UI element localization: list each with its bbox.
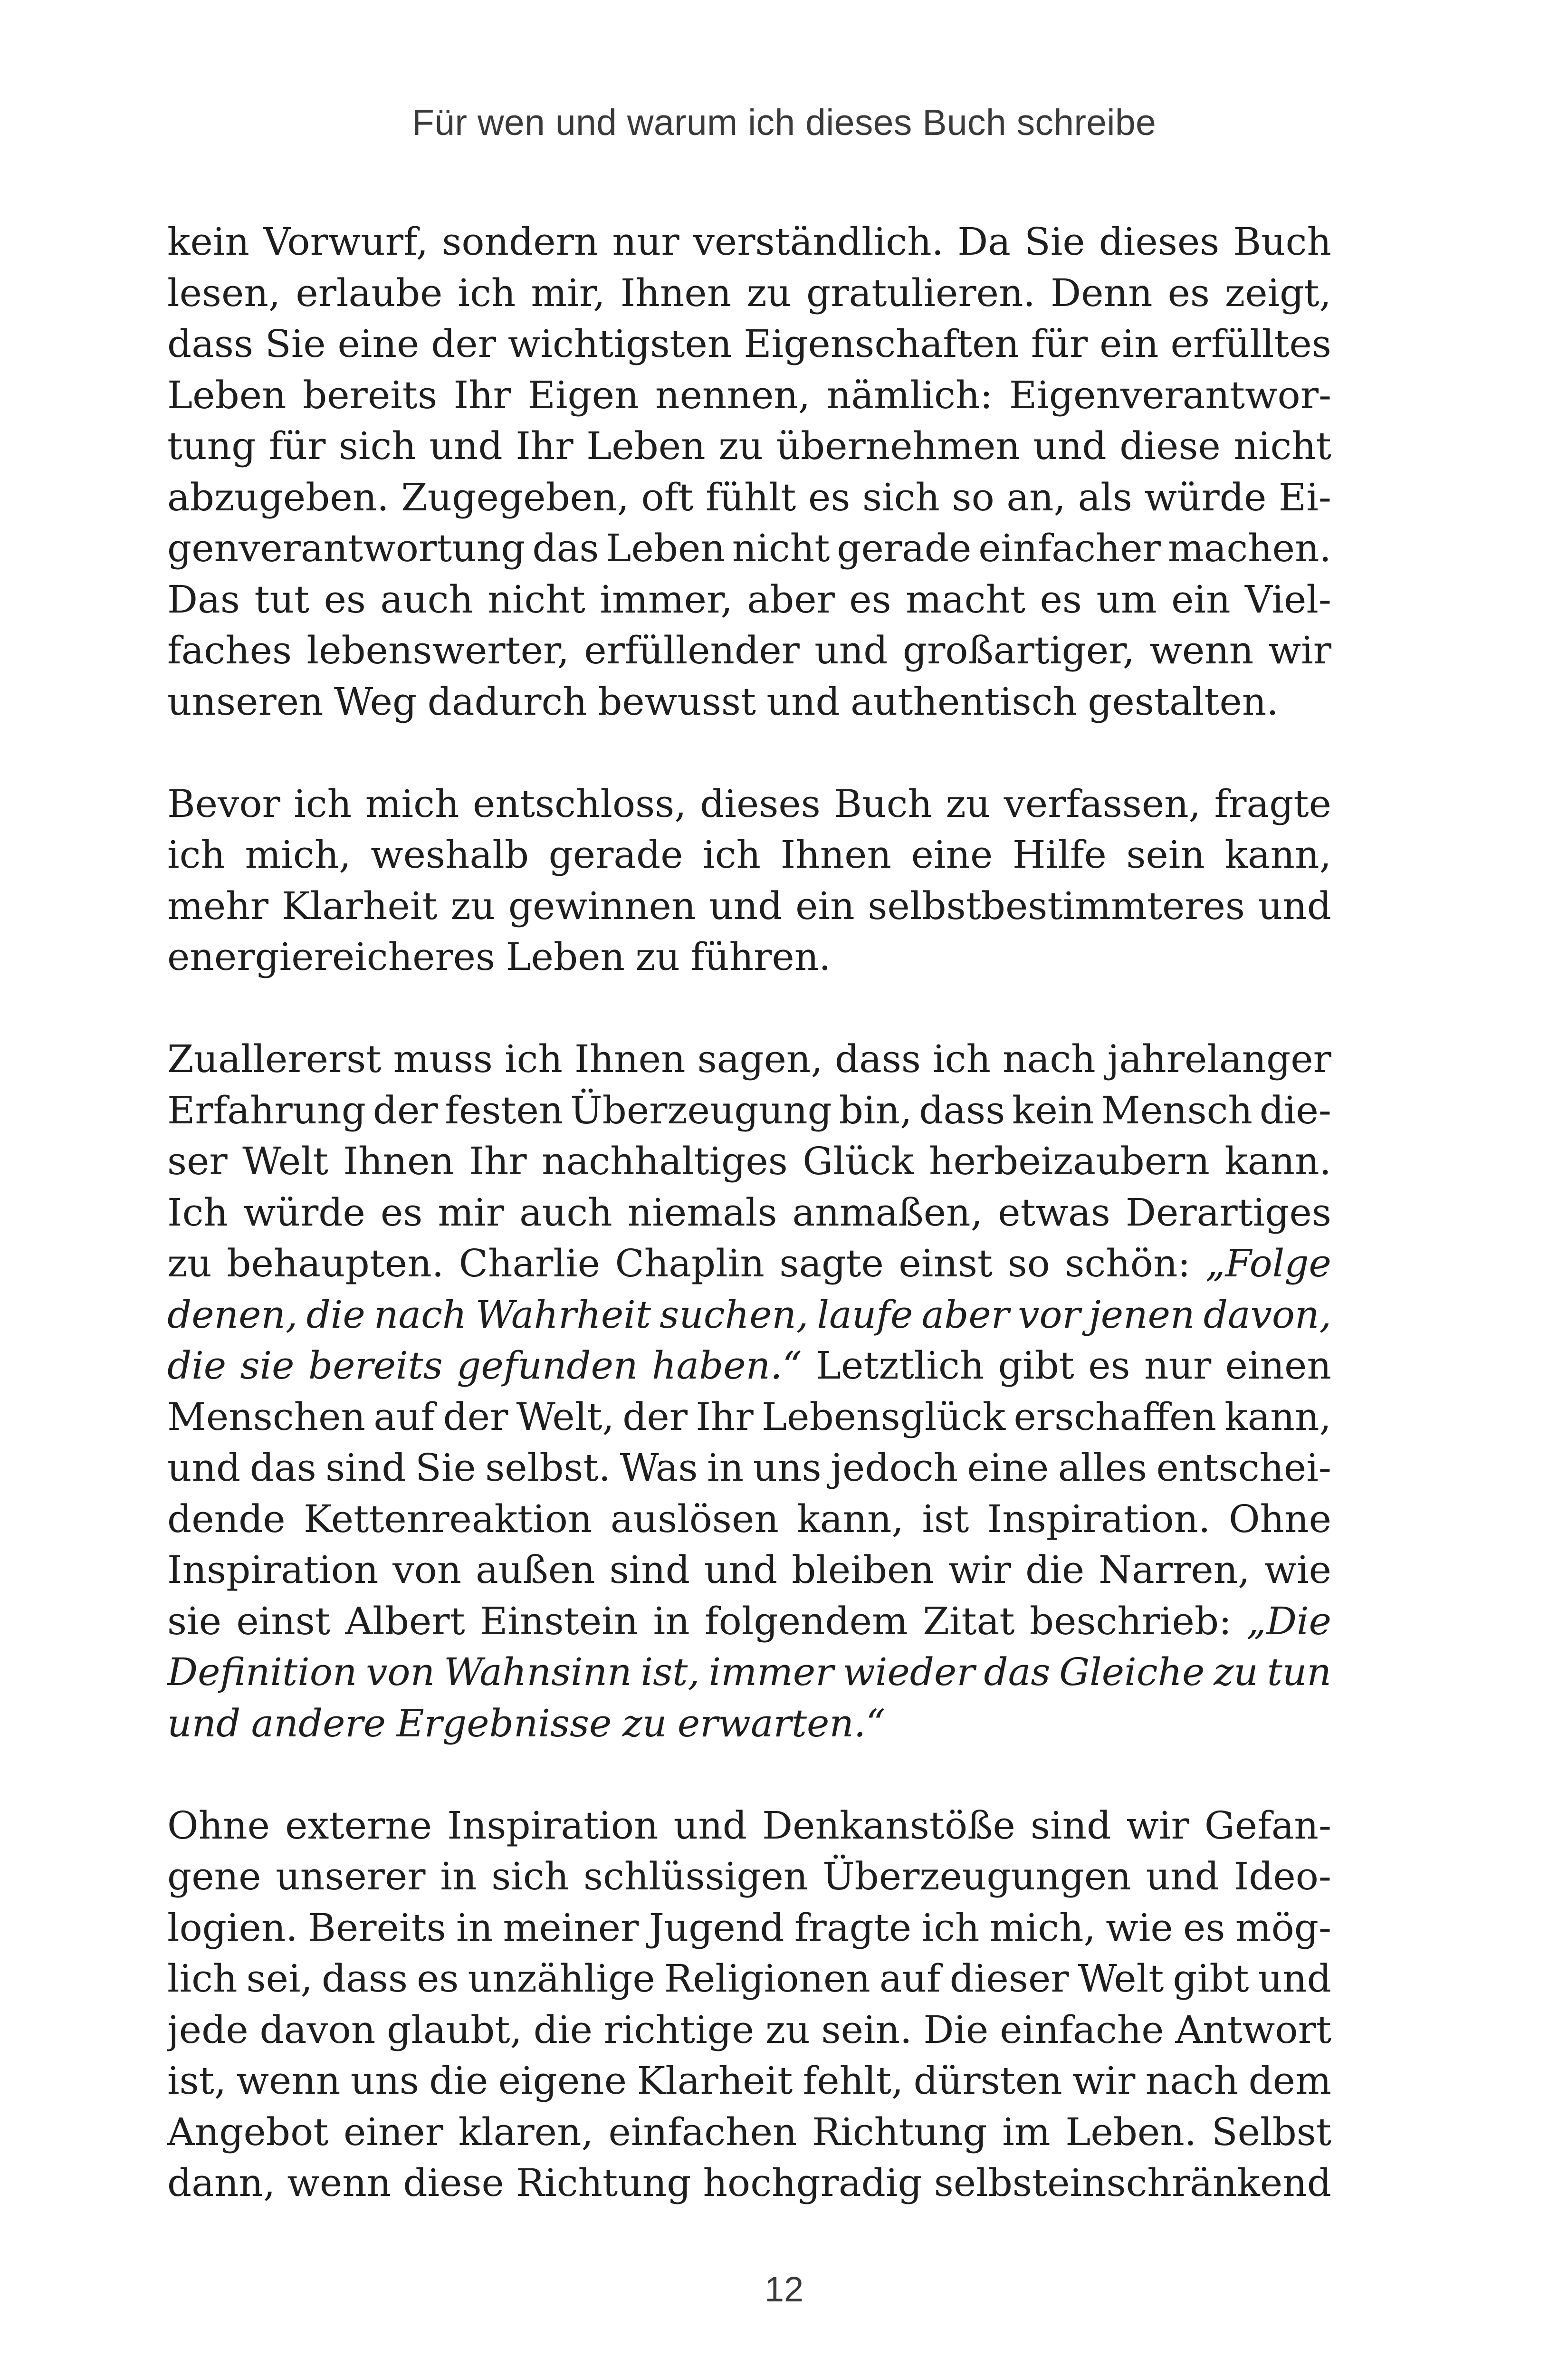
page-number: 12 — [764, 2270, 804, 2309]
text-line: dann, wenn diese Richtung hochgradig selbsteinschränkend — [167, 2161, 1331, 2205]
text-line-mixed: zu behaupten. Charlie Chaplin sagte einst so schön: „Folge — [167, 1241, 1331, 1285]
text-line: gene unserer in sich schlüssigen Überzeugungen und Ideo- — [167, 1854, 1331, 1898]
paragraph — [167, 216, 1331, 727]
quote-line: und andere Ergebnisse zu erwarten.“ — [167, 1701, 886, 1745]
text-line: genverantwortung das Leben nicht gerade einfacher machen. — [167, 526, 1331, 570]
text-line: Menschen auf der Welt, der Ihr Lebensglück erschaffen kann, — [167, 1394, 1331, 1439]
text-line: dende Kettenreaktion auslösen kann, ist Inspiration. Ohne — [167, 1496, 1331, 1541]
text-line: abzugeben. Zugegeben, oft fühlt es sich so an, als würde Ei- — [167, 475, 1331, 519]
text-line: faches lebenswerter, erfüllender und großartiger, wenn wir — [167, 628, 1331, 672]
text-line: Leben bereits Ihr Eigen nennen, nämlich: Eigenverantwor- — [167, 373, 1331, 417]
paragraph — [167, 1034, 1331, 1749]
text-line: tung für sich und Ihr Leben zu übernehmen und diese nicht — [167, 424, 1331, 468]
text-line: lich sei, dass es unzählige Religionen auf dieser Welt gibt und — [167, 1956, 1331, 2001]
text-line: Ohne externe Inspiration und Denkanstöße sind wir Gefan- — [167, 1803, 1331, 1848]
text-line-mixed: sie einst Albert Einstein in folgendem Zitat beschrieb: „Die — [167, 1599, 1331, 1643]
running-header: Für wen und warum ich dieses Buch schreibe — [411, 102, 1157, 143]
text-line: Bevor ich mich entschloss, dieses Buch zu verfassen, fragte — [167, 781, 1331, 826]
text-line: mehr Klarheit zu gewinnen und ein selbstbestimmteres und — [167, 883, 1331, 928]
text-line: ich mich, weshalb gerade ich Ihnen eine Hilfe sein kann, — [167, 833, 1331, 877]
text-line: Zuallererst muss ich Ihnen sagen, dass ich nach jahrelanger — [167, 1037, 1331, 1081]
text-line: energiereicheres Leben zu führen. — [167, 935, 831, 979]
text-line: kein Vorwurf, sondern nur verständlich. Da Sie dieses Buch — [167, 220, 1331, 264]
quote-line: Definition von Wahnsinn ist, immer wieder das Gleiche zu tun — [167, 1650, 1331, 1694]
text-line: logien. Bereits in meiner Jugend fragte ich mich, wie es mög- — [167, 1905, 1331, 1950]
text-line: ser Welt Ihnen Ihr nachhaltiges Glück herbeizaubern kann. — [167, 1139, 1331, 1183]
text-line: Das tut es auch nicht immer, aber es macht es um ein Viel- — [167, 577, 1331, 622]
quote-line: denen, die nach Wahrheit suchen, laufe aber vor jenen davon, — [167, 1292, 1331, 1337]
text-line: lesen, erlaube ich mir, Ihnen zu gratulieren. Denn es zeigt, — [167, 270, 1331, 315]
text-line: und das sind Sie selbst. Was in uns jedoch eine alles entschei- — [167, 1446, 1331, 1490]
text-line: unseren Weg dadurch bewusst und authentisch gestalten. — [167, 679, 1279, 724]
text-line: Angebot einer klaren, einfachen Richtung im Leben. Selbst — [167, 2109, 1331, 2154]
text-line: jede davon glaubt, die richtige zu sein. Die einfache Antwort — [167, 2007, 1331, 2052]
text-line: Ich würde es mir auch niemals anmaßen, etwas Derartiges — [167, 1190, 1331, 1235]
text-line: ist, wenn uns die eigene Klarheit fehlt, dürsten wir nach dem — [167, 2059, 1331, 2103]
paragraph — [167, 1800, 1331, 2209]
body-text — [167, 216, 1331, 2209]
text-line-mixed: die sie bereits gefunden haben.“ Letztlich gibt es nur einen — [167, 1343, 1331, 1388]
text-line: Erfahrung der festen Überzeugung bin, dass kein Mensch die- — [167, 1088, 1331, 1132]
text-line: dass Sie eine der wichtigsten Eigenschaften für ein erfülltes — [167, 322, 1331, 366]
text-line: Inspiration von außen sind und bleiben wir die Narren, wie — [167, 1548, 1331, 1592]
paragraph — [167, 778, 1331, 983]
